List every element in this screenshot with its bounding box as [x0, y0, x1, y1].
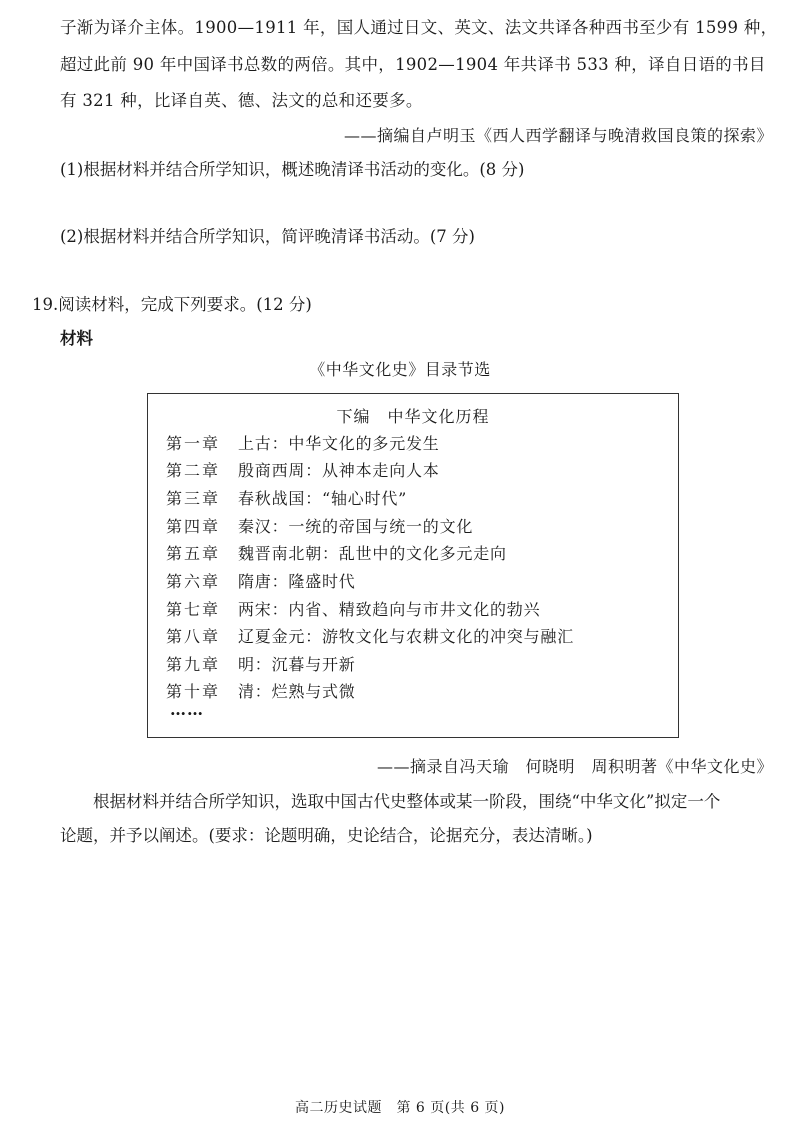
chapter-title: 两宋：内省、精致趋向与市井文化的勃兴: [238, 600, 541, 619]
toc-row: [166, 486, 407, 509]
chapter-number: 第一章: [166, 434, 221, 453]
excerpt-source: ——摘录自冯天瑜 何晓明 周积明著《中华文化史》: [376, 757, 773, 776]
toc-row: [166, 624, 574, 647]
question-19-header: 19.阅读材料，完成下列要求。(12 分): [32, 295, 312, 314]
toc-row: [166, 569, 356, 592]
question-18-part-1: (1)根据材料并结合所学知识，概述晚清译书活动的变化。(8 分): [60, 160, 525, 179]
question-18-part-2: (2)根据材料并结合所学知识，简评晚清译书活动。(7 分): [60, 227, 475, 246]
toc-row: [166, 652, 356, 675]
excerpt-title: 《中华文化史》目录节选: [309, 360, 491, 379]
chapter-number: 第九章: [166, 655, 221, 674]
chapter-title: 隋唐：隆盛时代: [238, 572, 356, 591]
chapter-title: 清：烂熟与式微: [238, 682, 356, 701]
toc-row: [166, 597, 540, 620]
chapter-title: 殷商西周：从神本走向人本: [238, 461, 440, 480]
task-text-line: 根据材料并结合所学知识，选取中国古代史整体或某一阶段，围绕“中华文化”拟定一个: [60, 792, 721, 811]
chapter-title: 明：沉暮与开新: [238, 655, 356, 674]
chapter-title: 春秋战国：“轴心时代”: [238, 489, 408, 508]
chapter-number: 第十章: [166, 682, 221, 701]
chapter-number: 第五章: [166, 544, 221, 563]
toc-ellipsis: ……: [170, 700, 204, 719]
material-text-line: 子渐为译介主体。1900—1911 年，国人通过日文、英文、法文共译各种西书至少有 1599 种，: [60, 18, 778, 37]
chapter-number: 第八章: [166, 627, 221, 646]
task-text-line: 论题，并予以阐述。(要求：论题明确，史论结合，论据充分，表达清晰。): [60, 826, 593, 845]
chapter-number: 第七章: [166, 600, 221, 619]
table-of-contents-box: [147, 393, 679, 738]
chapter-number: 第六章: [166, 572, 221, 591]
toc-row: [166, 431, 440, 454]
chapter-number: 第二章: [166, 461, 221, 480]
chapter-title: 魏晋南北朝：乱世中的文化多元走向: [238, 544, 507, 563]
chapter-number: 第四章: [166, 517, 221, 536]
toc-row: [166, 541, 507, 564]
toc-row: [166, 458, 440, 481]
material-label: 材料: [60, 329, 93, 348]
toc-row: [166, 514, 473, 537]
material-text-line: 有 321 种，比译自英、德、法文的总和还要多。: [60, 91, 423, 110]
material-source: ——摘编自卢明玉《西人西学翻译与晚清救国良策的探索》: [343, 126, 773, 145]
toc-row: [166, 679, 356, 702]
page-footer: 高二历史试题 第 6 页(共 6 页): [294, 1100, 506, 1116]
toc-heading: 下编 中华文化历程: [336, 407, 490, 426]
chapter-title: 上古：中华文化的多元发生: [238, 434, 440, 453]
chapter-number: 第三章: [166, 489, 221, 508]
chapter-title: 辽夏金元：游牧文化与农耕文化的冲突与融汇: [238, 627, 575, 646]
chapter-title: 秦汉：一统的帝国与统一的文化: [238, 517, 474, 536]
material-text-line: 超过此前 90 年中国译书总数的两倍。其中，1902—1904 年共译书 533 种，译自日语的书目: [60, 55, 766, 74]
